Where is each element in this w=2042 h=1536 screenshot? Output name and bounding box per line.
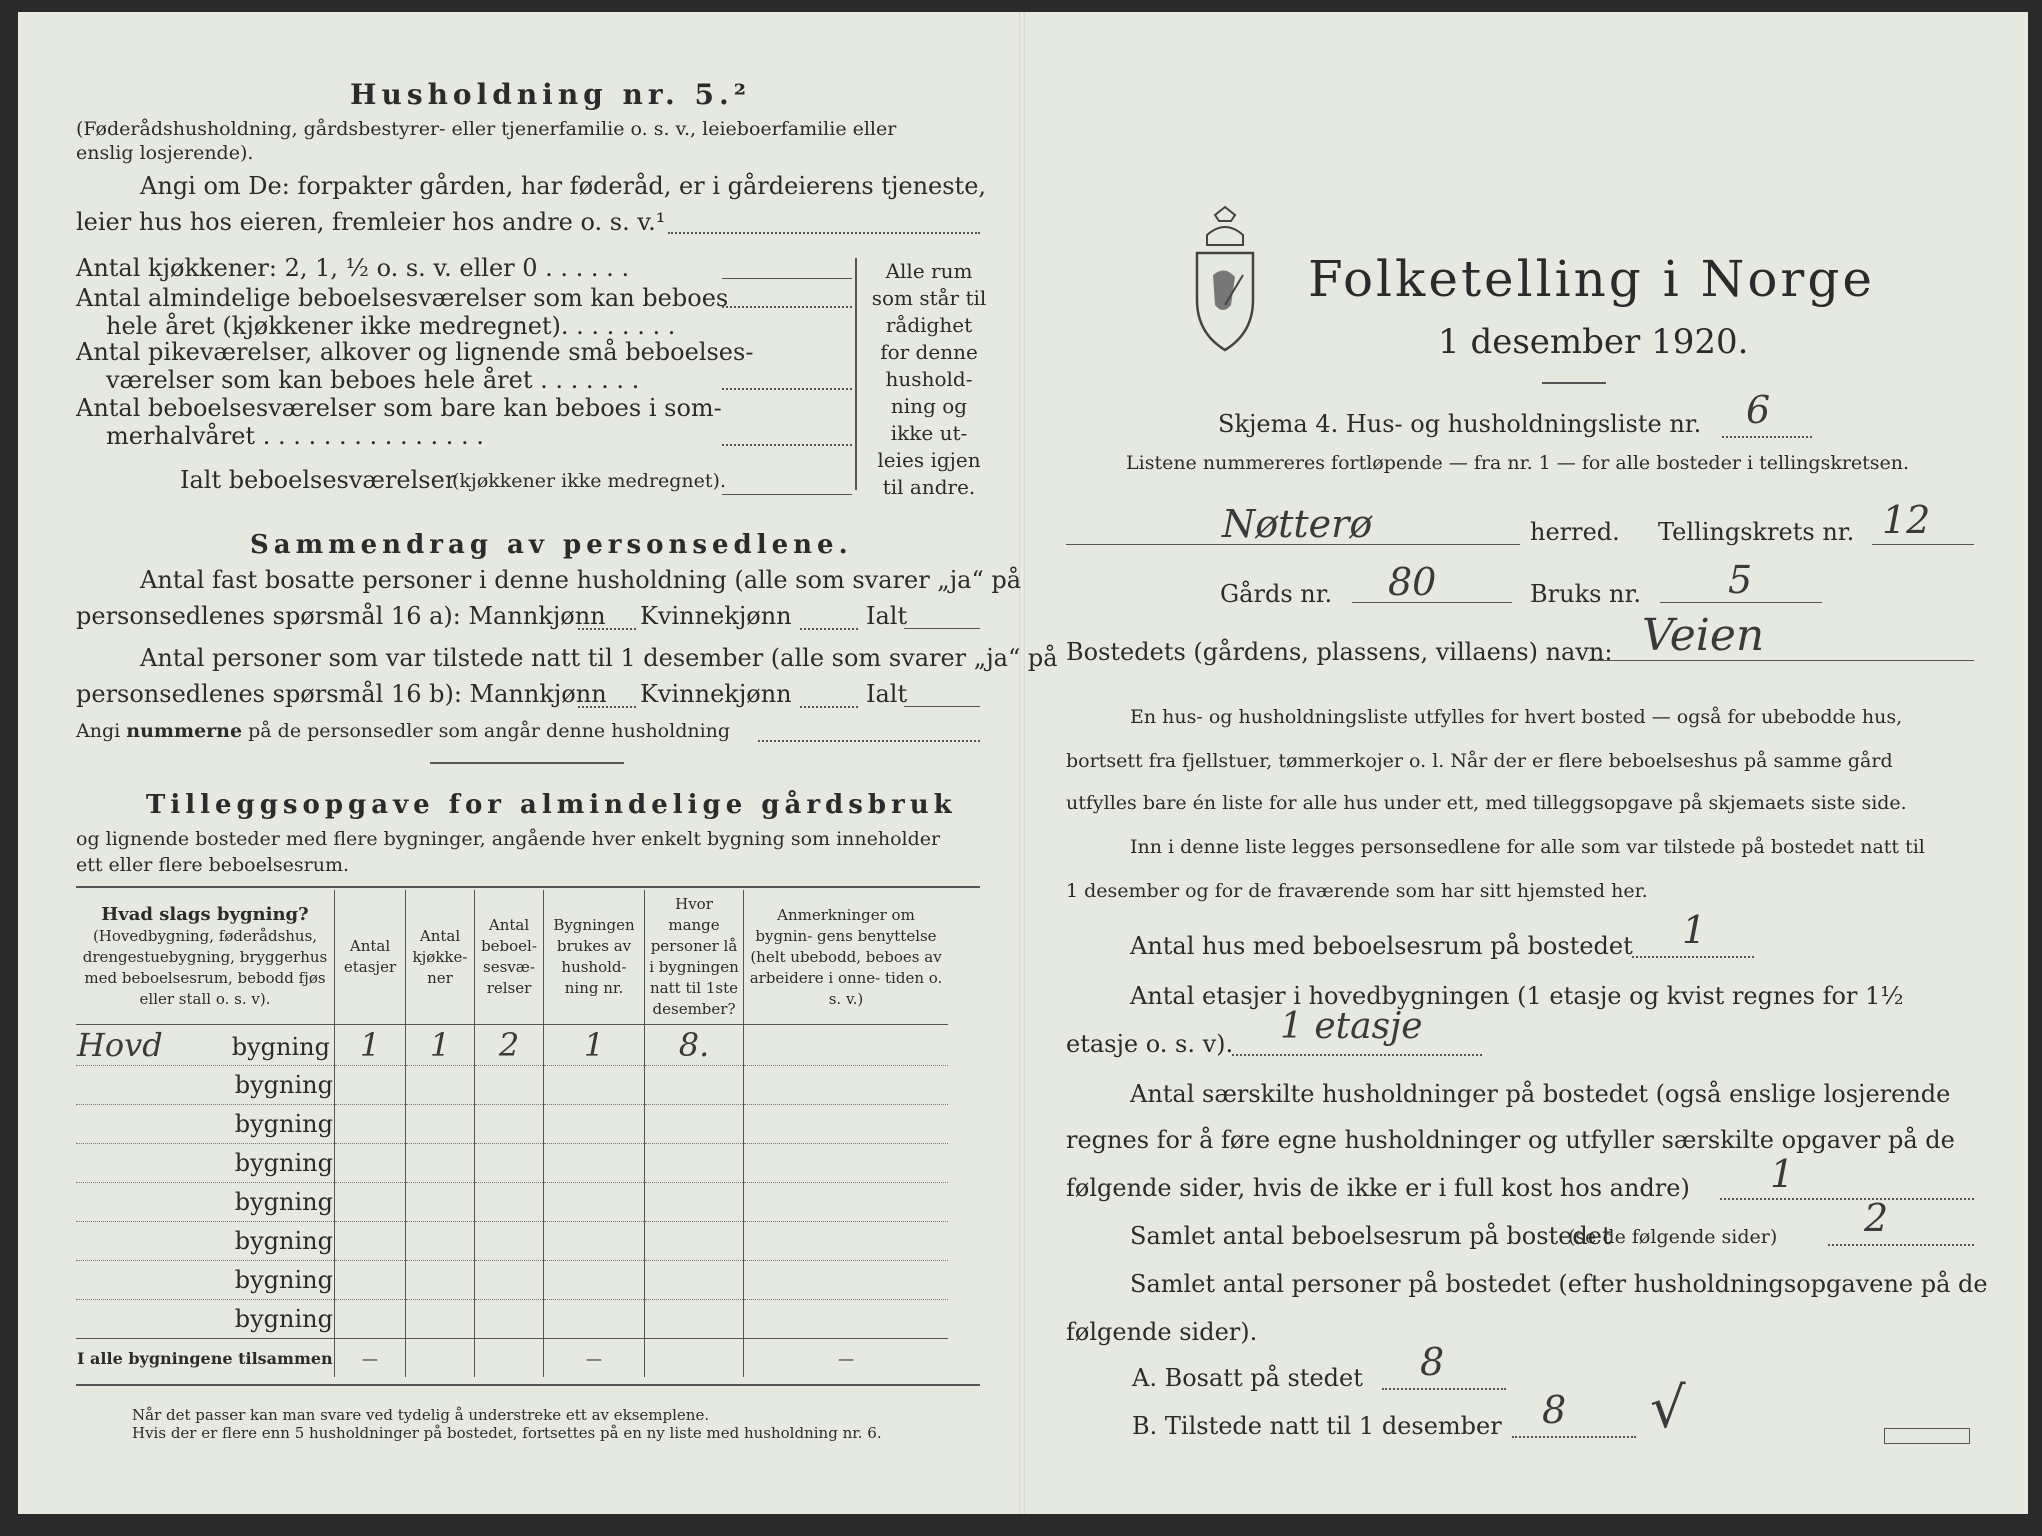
saerskilte-line-3: følgende sider, hvis de ikke er i full kost hos andre) (1066, 1174, 1690, 1202)
rooms-ordinary-2: hele året (kjøkkener ikke medregnet). . . . . . . . (106, 312, 676, 340)
angi-answer-line (668, 232, 980, 234)
listene-note: Listene nummereres fortløpende — fra nr. 1 — for alle bosteder i tellingskretsen. (1126, 452, 1910, 474)
saerskilte-line-2: regnes for å føre egne husholdninger og utfyller særskilte opgaver på de (1066, 1126, 1955, 1154)
ialt-1: Ialt (866, 602, 908, 630)
sammendrag-p1a: Antal fast bosatte personer i denne husholdning (alle som svarer „ja“ på (140, 566, 1022, 594)
table-row: bygning (76, 1261, 948, 1300)
household-title: Husholdning nr. 5.² (350, 78, 752, 111)
rooms-summer: Antal beboelsesværelser som bare kan beboes i som- (76, 394, 722, 422)
tellingskrets-label: Tellingskrets nr. (1658, 518, 1855, 546)
samlet-rum-note: (se de følgende sider) (1568, 1226, 1778, 1248)
footnote-1: Når det passer kan man svare ved tydelig å understreke ett av eksemplene. (132, 1406, 710, 1424)
bosatt-value: 8 (1420, 1340, 1445, 1384)
bosatt-label: A. Bosatt på stedet (1132, 1364, 1363, 1392)
rooms-ordinary: Antal almindelige beboelsesværelser som kan beboes (76, 284, 729, 312)
samlet-pers-line-2: følgende sider). (1066, 1318, 1258, 1346)
gards-value: 80 (1388, 560, 1437, 604)
building-table (76, 890, 948, 1377)
antal-hus-value: 1 (1682, 908, 1707, 952)
sammendrag-p2b: personsedlenes spørsmål 16 b): Mannkjønn (76, 680, 607, 708)
tellingskrets-value: 12 (1882, 498, 1931, 542)
table-row: bygning (76, 1066, 948, 1105)
ialt-2: Ialt (866, 680, 908, 708)
col-header-vaerelser: Antal beboel- sesvæ- relser (475, 890, 544, 1025)
gards-label: Gårds nr. (1220, 580, 1333, 608)
sammendrag-p1b: personsedlenes spørsmål 16 a): Mannkjønn (76, 602, 606, 630)
table-sum-row: I alle bygningene tilsammen — — — (76, 1339, 948, 1378)
bruks-label: Bruks nr. (1530, 580, 1641, 608)
samlet-rum-label: Samlet antal beboelsesrum på bostedet (1130, 1222, 1612, 1250)
check-mark: √ (1650, 1376, 1686, 1441)
saerskilte-line-1: Antal særskilte husholdninger på bostedet (også enslige losjerende (1130, 1080, 1951, 1108)
tillegg-title: Tilleggsopgave for almindelige gårdsbruk (146, 790, 957, 820)
sammendrag-p2a: Antal personer som var tilstede natt til 1 desember (alle som svarer „ja“ på (140, 644, 1058, 672)
footnote-2: Hvis der er flere enn 5 husholdninger på bostedet, fortsettes på en ny liste med husholdning nr. 6. (132, 1424, 882, 1442)
info-line-4: Inn i denne liste legges personsedlene for alle som var tilstede på bostedet natt til (1130, 836, 1925, 858)
info-line-3: utfylles bare én liste for alle hus under ett, med tilleggsopgave på skjemaets siste side. (1066, 792, 1907, 814)
household-subtitle-2: enslig losjerende). (76, 142, 254, 164)
etasjer-line-2: etasje o. s. v). (1066, 1030, 1234, 1058)
printer-stamp (1884, 1428, 1970, 1444)
herred-value: Nøtterø (1222, 502, 1373, 546)
tilstede-value: 8 (1542, 1388, 1567, 1432)
angi-line-2: leier hus hos eieren, fremleier hos andre o. s. v.¹ (76, 208, 666, 236)
herred-label: herred. (1530, 518, 1620, 546)
tillegg-text-1: og lignende bosteder med flere bygninger, angående hver enkelt bygning som inneholder (76, 828, 941, 850)
ialt-note: (kjøkkener ikke medregnet). (452, 470, 726, 492)
coat-of-arms-icon (1185, 205, 1265, 355)
col-header-husholdning: Bygningen brukes av hushold- ning nr. (544, 890, 645, 1025)
col-header-type: Hvad slags bygning? (Hovedbygning, føderådshus, drengestuebygning, bryggerhus med beboelsesrum, bebodd fjøs eller stall o. s. v). (82, 904, 328, 1008)
bosted-label: Bostedets (gårdens, plassens, villaens) navn: (1066, 638, 1613, 666)
angi-nummerne: Angi nummerne på de personsedler som angår denne husholdning (76, 720, 731, 742)
bruks-value: 5 (1728, 558, 1753, 602)
rooms-summer-2: merhalvåret . . . . . . . . . . . . . . . (106, 422, 484, 450)
table-row: bygning (76, 1105, 948, 1144)
kvinnekjonn-1: Kvinnekjønn (640, 602, 792, 630)
table-row: bygning (76, 1222, 948, 1261)
census-date: 1 desember 1920. (1438, 322, 1749, 362)
side-note: Alle rum som står til rådighet for denne hushold- ning og ikke ut- leies igjen til andre. (871, 259, 987, 499)
page-fold (1019, 12, 1025, 1514)
etasjer-line-1: Antal etasjer i hovedbygningen (1 etasje og kvist regnes for 1½ (1130, 982, 1904, 1010)
rooms-maid: Antal pikeværelser, alkover og lignende små beboelses- (76, 338, 754, 366)
sammendrag-title: Sammendrag av personsedlene. (250, 530, 853, 560)
table-row: Hovd bygning 1 1 2 1 8. (76, 1025, 948, 1066)
samlet-rum-value: 2 (1864, 1196, 1889, 1240)
skjema-value: 6 (1746, 388, 1771, 432)
antal-hus-label: Antal hus med beboelsesrum på bostedet (1130, 932, 1633, 960)
tillegg-text-2: ett eller flere beboelsesrum. (76, 854, 350, 876)
table-row: bygning (76, 1300, 948, 1339)
angi-line-1: Angi om De: forpakter gården, har føderåd, er i gårdeierens tjeneste, (140, 172, 987, 200)
col-header-etasjer: Antal etasjer (335, 890, 406, 1025)
table-row: bygning (76, 1183, 948, 1222)
rooms-maid-2: værelser som kan beboes hele året . . . . . . . (106, 366, 640, 394)
brace (855, 258, 865, 490)
tilstede-label: B. Tilstede natt til 1 desember (1132, 1412, 1502, 1440)
rooms-kitchens: Antal kjøkkener: 2, 1, ½ o. s. v. eller 0 . . . . . . (76, 254, 630, 282)
kvinnekjonn-2: Kvinnekjønn (640, 680, 792, 708)
ialt-label: Ialt beboelsesværelser (180, 466, 457, 494)
col-header-anmerkninger: Anmerkninger om bygnin- gens benyttelse (helt ubebodd, beboes av arbeidere i onne- tiden o. s. v.) (744, 890, 949, 1025)
bosted-value: Veien (1642, 610, 1765, 661)
info-line-2: bortsett fra fjellstuer, tømmerkojer o. l. Når der er flere beboelseshus på samme gård (1066, 750, 1893, 772)
col-header-personer: Hvor mange personer lå i bygningen natt til 1ste desember? (645, 890, 744, 1025)
saerskilte-value: 1 (1770, 1152, 1795, 1196)
info-line-1: En hus- og husholdningsliste utfylles for hvert bosted — også for ubebodde hus, (1130, 706, 1903, 728)
info-line-5: 1 desember og for de fraværende som har sitt hjemsted her. (1066, 880, 1648, 902)
household-subtitle: (Føderådshusholdning, gårdsbestyrer- eller tjenerfamilie o. s. v., leieboerfamilie eller (76, 118, 897, 140)
census-title: Folketelling i Norge (1308, 250, 1875, 308)
col-header-kjokkener: Antal kjøkke- ner (406, 890, 475, 1025)
skjema-label: Skjema 4. Hus- og husholdningsliste nr. (1218, 410, 1702, 438)
etasjer-value: 1 etasje (1280, 1006, 1423, 1047)
table-row: bygning (76, 1144, 948, 1183)
samlet-pers-line-1: Samlet antal personer på bostedet (efter husholdningsopgavene på de (1130, 1270, 1988, 1298)
